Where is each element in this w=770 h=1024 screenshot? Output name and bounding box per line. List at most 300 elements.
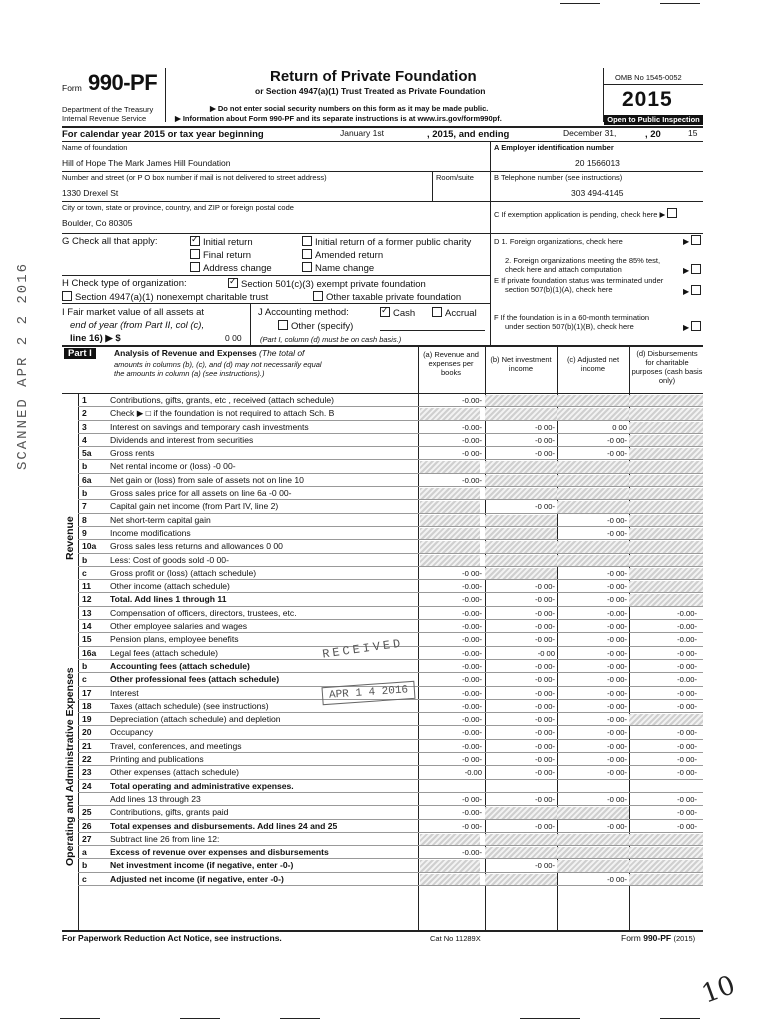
col-c-value[interactable]: -0 00- [607,874,627,884]
part1-tag: Part I [64,348,96,359]
table-row [62,660,703,673]
col-b-value[interactable]: -0 00- [535,675,555,685]
terminated-check[interactable]: ▶ [683,285,701,296]
line-label: Adjusted net income (if negative, enter -0-) [110,873,284,884]
col-c-value[interactable]: -0 00- [607,701,627,711]
table-row [62,820,703,833]
table-row [62,407,703,420]
line-label: Total. Add lines 1 through 11 [110,594,227,605]
col-d-value[interactable]: -0 00- [677,808,697,818]
table-row [62,700,703,713]
part1-note-2: amounts in columns (b), (c), and (d) may not necessarily equal [114,360,322,369]
termination-60-check[interactable]: ▶ [683,321,701,332]
col-b-value[interactable]: -0 00- [535,768,555,778]
col-d-value[interactable]: -0.00- [677,675,697,685]
shaded-cell [557,847,629,858]
line-number: 12 [82,594,92,605]
col-d-value[interactable]: -0 00- [677,648,697,658]
tax-year-begin: January 1st [340,128,384,138]
received-stamp: RECEIVED [321,636,405,662]
col-a-value[interactable]: -0.00- [462,396,482,405]
initial-return-label: Initial return [203,237,253,248]
shaded-cell [557,475,629,486]
final-return-label: Final return [203,250,252,261]
col-c-value[interactable]: -0 00- [607,528,627,538]
col-d-header: (d) Disbursements for charitable purposes (cash basis only) [631,349,703,385]
shaded-cell [485,555,557,566]
table-row [62,567,703,580]
termination-60-label-2: under section 507(b)(1)(B), check here [505,322,634,331]
line-label: Taxes (attach schedule) (see instructions) [110,700,269,711]
col-a-value[interactable]: -0.00- [462,688,482,698]
table-row [62,620,703,633]
foreign-85-checkbox[interactable] [691,264,701,274]
col-a-value[interactable]: -0.00- [462,422,482,432]
col-a-value[interactable]: -0.00- [462,595,482,605]
line-number: 3 [82,421,87,432]
foreign-org-label: D 1. Foreign organizations, check here [494,237,623,246]
method-accrual-checkbox[interactable] [432,307,442,317]
col-a-value[interactable]: -0 00- [462,568,482,578]
shaded-cell [557,807,629,818]
line-label: Other expenses (attach schedule) [110,767,239,778]
shaded-cell [557,555,629,566]
line-number: 2 [82,408,87,419]
shaded-cell [629,422,703,433]
method-cash-checkbox[interactable] [380,307,390,317]
line-label: Capital gain net income (from Part IV, line 2) [110,501,279,512]
shaded-cell [485,528,557,539]
col-c-value[interactable]: -0 00- [607,515,627,525]
line-label: Less: Cost of goods sold -0 00- [110,554,229,565]
address-change-label: Address change [203,263,272,274]
shaded-cell [485,541,557,552]
termination-60-checkbox[interactable] [691,321,701,331]
line-number: 26 [82,820,92,831]
org-type-4947-checkbox[interactable] [62,291,72,301]
line-number: c [82,873,87,884]
shaded-cell [629,435,703,446]
table-row [62,806,703,819]
form-word: Form [62,83,82,93]
col-b-value[interactable]: -0 00- [535,794,555,804]
col-c-value[interactable]: -0 00- [607,435,627,445]
org-type-other-checkbox[interactable] [313,291,323,301]
col-a-value[interactable]: -0.00- [462,675,482,685]
col-b-value[interactable]: -0 00- [535,622,555,632]
col-a-value[interactable]: -0.00- [462,848,482,858]
org-type-501c3-label: Section 501(c)(3) exempt private foundation [241,279,426,290]
omb-number: OMB No 1545-0052 [615,73,682,82]
col-c-value[interactable]: -0 00- [607,635,627,645]
col-b-header: (b) Net investment income [490,355,552,373]
line-number: 23 [82,767,92,778]
col-b-value[interactable]: -0 00- [535,821,555,831]
col-a-value[interactable]: -0.00- [462,661,482,671]
line-number: c [82,567,87,578]
col-b-value[interactable]: -0 00- [535,741,555,751]
footer-form-number: 990-PF [643,933,672,943]
tax-year: 2015 [622,88,673,111]
line-label: Dividends and interest from securities [110,434,254,445]
amended-return-option[interactable] [302,249,383,261]
org-type-other[interactable] [313,291,461,303]
exemption-pending-label [494,208,677,219]
col-c-value[interactable]: -0 00- [607,794,627,804]
line-label: Net gain or (loss) from sale of assets not on line 10 [110,474,304,485]
org-type-other-label: Other taxable private foundation [326,292,462,303]
col-c-value[interactable]: -0 00- [607,595,627,605]
address-change-option[interactable] [190,262,272,274]
method-other-checkbox[interactable] [278,320,288,330]
line-number: 9 [82,527,87,538]
line-number: 11 [82,581,92,592]
col-a-value[interactable]: -0 00- [462,449,482,459]
shaded-cell [485,488,557,499]
line-label: Printing and publications [110,754,204,765]
table-row [62,447,703,460]
row-divider [78,885,703,886]
line-number: 14 [82,621,92,632]
line-label: Other income (attach schedule) [110,581,230,592]
shaded-cell [420,528,480,539]
foreign-85-check[interactable]: ▶ [683,264,701,275]
line-number: c [82,674,87,685]
org-type-501c3-checkbox[interactable] [228,278,238,288]
part1-note-3: the amounts in column (a) (see instructions).) [114,369,265,378]
col-b-value[interactable]: -0 00- [535,661,555,671]
calendar-yr-prefix: , 20 [645,129,661,140]
col-b-value[interactable]: -0 00- [535,449,555,459]
line-label: Interest on savings and temporary cash investments [110,421,309,432]
city-state-zip: Boulder, Co 80305 [62,218,133,228]
line-number: 8 [82,514,87,525]
line-number: 27 [82,833,92,844]
shaded-cell [629,714,703,725]
shaded-cell [557,488,629,499]
line-number: 15 [82,634,92,645]
line-number: b [82,660,88,671]
line-label: Compensation of officers, directors, trustees, etc. [110,607,297,618]
col-d-value[interactable]: -0.00- [677,622,697,632]
expenses-side-label: Operating and Administrative Expenses [64,667,76,866]
col-b-value[interactable]: -0 00- [535,861,555,871]
form-title: Return of Private Foundation [270,68,477,85]
termination-60-label: F If the foundation is in a 60-month termination [494,313,650,322]
shaded-cell [629,555,703,566]
shaded-cell [420,541,480,552]
ein-label: A Employer identification number [494,143,614,152]
col-c-value[interactable]: -0 00- [607,768,627,778]
shaded-cell [629,874,703,885]
col-a-value[interactable]: -0.00- [462,728,482,738]
table-row [62,434,703,447]
table-row [62,540,703,553]
line-label: Excess of revenue over expenses and disbursements [110,847,329,858]
exemption-pending-text: C If exemption application is pending, check here ▶ [494,210,666,219]
scanned-stamp: SCANNED APR 2 2 2016 [15,262,31,471]
tax-year-end: December 31, [563,128,617,138]
shaded-cell [485,834,557,845]
line-number: b [82,860,88,871]
room-label: Room/suite [436,173,474,182]
col-c-value[interactable]: -0 00- [607,688,627,698]
col-a-value[interactable]: -0 00- [462,755,482,765]
initial-return-option[interactable] [190,236,253,248]
table-row [62,766,703,779]
col-c-value[interactable]: -0 00- [607,715,627,725]
col-a-value[interactable]: -0 00- [462,794,482,804]
line-label: Income modifications [110,527,191,538]
foreign-org-check[interactable]: ▶ [683,235,701,246]
name-label: Name of foundation [62,143,128,152]
col-d-value[interactable]: -0 00- [677,821,697,831]
shaded-cell [629,860,703,871]
fmv-line1: I Fair market value of all assets at [62,307,205,318]
line-label: Accounting fees (attach schedule) [110,660,250,671]
col-c-value[interactable]: -0 00- [607,821,627,831]
table-row [62,394,703,407]
col-c-value[interactable]: -0 00- [607,675,627,685]
col-a-value[interactable]: -0.00- [462,582,482,592]
initial-return-checkbox[interactable] [190,236,200,246]
col-c-value[interactable]: -0 00- [607,648,627,658]
col-b-value[interactable]: -0 00- [535,422,555,432]
shaded-cell [629,501,703,512]
line-label: Other employee salaries and wages [110,621,248,632]
shaded-cell [629,475,703,486]
table-row [62,500,703,513]
line-label: Legal fees (attach schedule) [110,647,218,658]
col-d-value[interactable]: -0 00- [677,728,697,738]
org-type-4947-label: Section 4947(a)(1) nonexempt charitable trust [75,292,269,303]
line-number: 13 [82,607,92,618]
col-b-value[interactable]: -0 00- [535,608,555,618]
table-row [62,793,703,806]
street-address: 1330 Drexel St [62,188,119,198]
shaded-cell [485,847,557,858]
shaded-cell [629,594,703,605]
method-other[interactable] [278,320,353,332]
address-label: Number and street (or P O box number if mail is not delivered to street address) [62,173,327,182]
name-change-checkbox[interactable] [302,262,312,272]
line-label: Subtract line 26 from line 12: [110,833,220,844]
line-label: Check ▶ □ if the foundation is not required to attach Sch. B [110,408,335,419]
address-change-checkbox[interactable] [190,262,200,272]
phone-label: B Telephone number (see instructions) [494,173,623,182]
col-b-value[interactable]: -0 00- [535,435,555,445]
method-accrual[interactable] [432,307,477,319]
col-c-value[interactable]: -0 00- [607,622,627,632]
line-label: Pension plans, employee benefits [110,634,239,645]
col-b-value[interactable]: -0 00- [535,582,555,592]
col-c-value[interactable]: -0 00- [607,661,627,671]
col-a-value[interactable]: -0.00- [462,435,482,445]
table-row [62,726,703,739]
initial-former-label: Initial return of a former public charity [315,237,472,248]
method-cash[interactable] [380,307,415,319]
irs-label: Internal Revenue Service [62,114,147,123]
shaded-cell [420,408,480,419]
shaded-cell [485,475,557,486]
line-number: 5a [82,448,92,459]
org-type-4947[interactable] [62,291,268,303]
shaded-cell [629,568,703,579]
table-row [62,514,703,527]
g-label: G Check all that apply: [62,236,158,247]
line-label: Other professional fees (attach schedule) [110,674,280,685]
shaded-cell [420,860,480,871]
col-a-value[interactable]: -0.00- [462,648,482,658]
line-label: Occupancy [110,727,153,738]
foreign-85-label: 2. Foreign organizations meeting the 85% test, [505,256,661,265]
col-d-value[interactable]: -0 00- [677,768,697,778]
col-c-value[interactable]: -0 00- [607,582,627,592]
foreign-org-checkbox[interactable] [691,235,701,245]
line-number: 20 [82,727,92,738]
col-d-value[interactable]: -0.00- [677,635,697,645]
final-return-option[interactable] [190,249,251,261]
city-label: City or town, state or province, country, and ZIP or foreign postal code [62,203,294,212]
col-b-value[interactable]: -0 00- [535,755,555,765]
col-a-value[interactable]: -0.00- [462,608,482,618]
col-c-value[interactable]: -0 00- [607,728,627,738]
table-row [62,846,703,859]
amended-return-checkbox[interactable] [302,249,312,259]
terminated-checkbox[interactable] [691,285,701,295]
col-b-value[interactable]: -0 00- [535,635,555,645]
line-label: Total operating and administrative expenses. [110,780,294,791]
org-type-501c3[interactable] [228,278,426,290]
col-d-value[interactable]: -0.00- [677,608,697,618]
shaded-cell [557,541,629,552]
terminated-label: E If private foundation status was terminated under [494,276,664,285]
table-row [62,740,703,753]
col-b-value[interactable]: -0 00 [537,648,555,658]
shaded-cell [629,515,703,526]
method-other-label: Other (specify) [291,321,354,332]
table-row [62,421,703,434]
shaded-cell [629,528,703,539]
fmv-line3: line 16) ▶ $ [70,333,121,344]
amended-return-label: Amended return [315,250,384,261]
col-a-value[interactable]: -0.00- [462,741,482,751]
col-c-value[interactable]: -0 00- [607,568,627,578]
shaded-cell [629,834,703,845]
line-number: 25 [82,807,92,818]
phone-value: 303 494-4145 [571,188,624,198]
shaded-cell [629,847,703,858]
open-inspection-badge: Open to Public Inspection [604,115,703,125]
table-row [62,873,703,886]
col-a-header: (a) Revenue and expenses per books [423,350,479,377]
shaded-cell [420,461,480,472]
col-a-value[interactable]: -0.00- [462,808,482,818]
shaded-cell [557,408,629,419]
col-c-value[interactable]: -0 00- [607,741,627,751]
line-label: Gross sales price for all assets on line 6a -0 00- [110,488,292,499]
line-label: Net rental income or (loss) -0 00- [110,461,236,472]
exemption-pending-checkbox[interactable] [667,208,677,218]
table-row [62,554,703,567]
name-change-option[interactable] [302,262,374,274]
shaded-cell [485,874,557,885]
shaded-cell [420,515,480,526]
col-d-value[interactable]: -0 00- [677,688,697,698]
shaded-cell [629,541,703,552]
col-b-value[interactable]: -0 00- [535,701,555,711]
col-c-value[interactable]: 0 00 [612,422,627,432]
col-d-value[interactable]: -0 00- [677,741,697,751]
col-b-value[interactable]: -0 00- [535,715,555,725]
line-number: 16a [82,647,97,658]
col-a-value[interactable]: -0 00- [462,821,482,831]
footer-form [621,933,695,943]
line-label: Net investment income (if negative, enter -0-) [110,860,294,871]
line-label: Net short-term capital gain [110,514,211,525]
revenue-side-label: Revenue [64,516,76,560]
line-number: 6a [82,474,92,485]
shaded-cell [485,568,557,579]
part1-title-note: (The total of [259,348,305,358]
initial-former-checkbox[interactable] [302,236,312,246]
cat-number: Cat No 11289X [430,934,481,943]
col-b-value[interactable]: -0 00- [535,688,555,698]
info-notice: ▶ Information about Form 990-PF and its separate instructions is at www.irs.gov/form990pf. [175,114,502,123]
col-a-value[interactable]: -0.00- [462,715,482,725]
part1-heading [114,348,359,358]
col-a-value[interactable]: -0.00- [462,635,482,645]
shaded-cell [420,488,480,499]
col-c-value[interactable]: -0 00- [607,755,627,765]
shaded-cell [485,515,557,526]
col-d-value[interactable]: -0 00- [677,661,697,671]
col-b-value[interactable]: -0 00- [535,728,555,738]
col-a-value[interactable]: -0.00- [462,701,482,711]
shaded-cell [557,461,629,472]
shaded-cell [420,874,480,885]
col-c-value[interactable]: -0.00- [607,608,627,618]
final-return-checkbox[interactable] [190,249,200,259]
col-a-value[interactable]: -0.00- [462,622,482,632]
h-label: H Check type of organization: [62,278,187,289]
shaded-cell [557,501,629,512]
col-c-header: (c) Adjusted net income [566,355,620,373]
terminated-label-2: section 507(b)(1)(A), check here [505,285,613,294]
col-d-value[interactable]: -0 00- [677,701,697,711]
col-d-value[interactable]: -0 00- [677,755,697,765]
col-b-value[interactable]: -0 00- [535,502,555,512]
col-d-value[interactable]: -0 00- [677,794,697,804]
col-c-value[interactable]: -0 00- [607,449,627,459]
line-label: Travel, conferences, and meetings [110,740,242,751]
shaded-cell [629,395,703,406]
paperwork-notice: For Paperwork Reduction Act Notice, see instructions. [62,933,282,943]
shaded-cell [557,834,629,845]
foundation-name: Hill of Hope The Mark James Hill Foundation [62,158,231,168]
col-a-value[interactable]: -0.00- [462,475,482,485]
line-label: Add lines 13 through 23 [110,793,201,804]
col-b-value[interactable]: -0 00- [535,595,555,605]
dept-treasury: Department of the Treasury [62,105,154,114]
ssn-notice: ▶ Do not enter social security numbers on this form as it may be made public. [210,104,489,113]
table-row [62,474,703,487]
col-a-value[interactable]: -0.00 [464,768,482,778]
line-number: 24 [82,780,92,791]
initial-former-option[interactable] [302,236,471,248]
shaded-cell [485,395,557,406]
shaded-cell [557,395,629,406]
